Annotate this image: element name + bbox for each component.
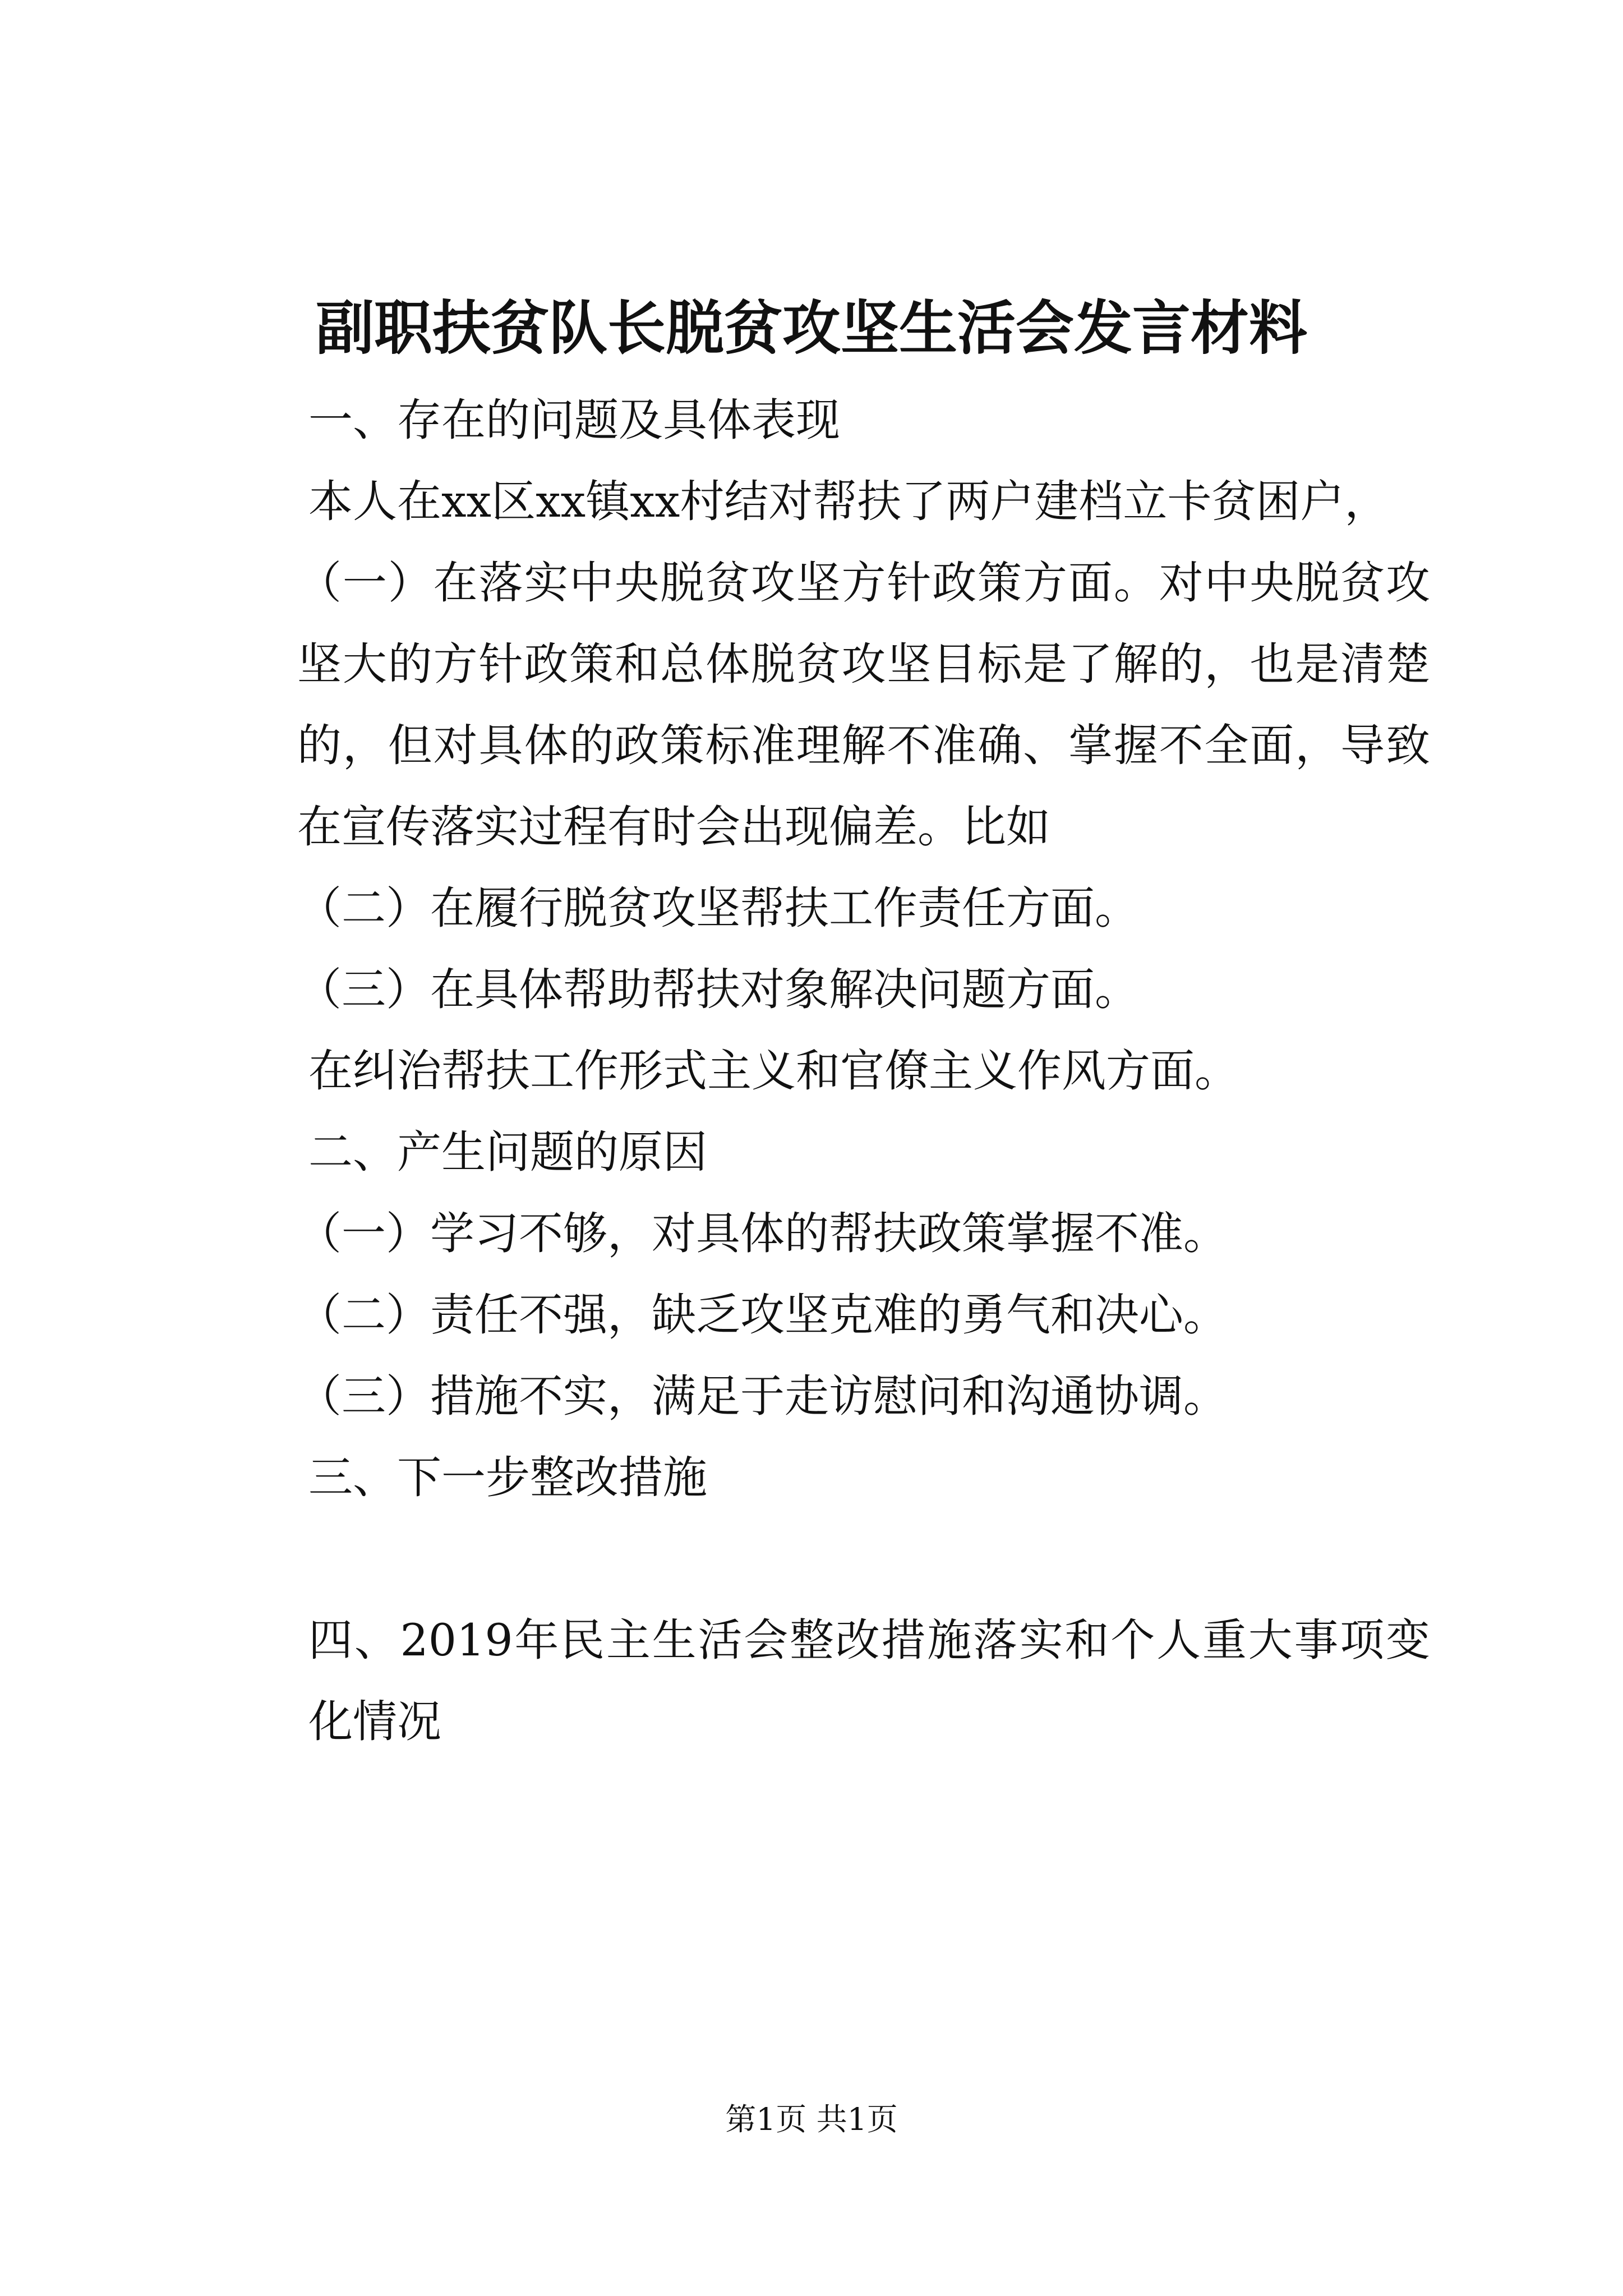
page-footer: 第1页 共1页 <box>725 2101 898 2137</box>
paragraph-workstyle: 在纠治帮扶工作形式主义和官僚主义作风方面。 <box>308 1045 1239 1097</box>
paragraph-cause-responsibility: （二）责任不强，缺乏攻坚克难的勇气和决心。 <box>297 1289 1228 1341</box>
heading-causes: 二、产生问题的原因 <box>308 1126 707 1178</box>
heading-next-steps: 三、下一步整改措施 <box>308 1452 707 1503</box>
heading-rectification: 四、2019年民主生活会整改措施落实和个人重大事项变化情况 <box>308 1614 1430 1747</box>
blank-line <box>219 1519 1430 1600</box>
paragraph-intro: 本人在xx区xx镇xx村结对帮扶了两户建档立卡贫困户， <box>308 476 1389 527</box>
paragraph-cause-study: （一）学习不够，对具体的帮扶政策掌握不准。 <box>297 1208 1228 1259</box>
paragraph-policy: （一）在落实中央脱贫攻坚方针政策方面。对中央脱贫攻坚大的方针政策和总体脱贫攻坚目标是了解的，也是清楚的，但对具体的政策标准理解不准确、掌握不全面，导致在宣传落实过程有时会出现偏差。比如 <box>297 557 1430 853</box>
paragraph-responsibility: （二）在履行脱贫攻坚帮扶工作责任方面。 <box>297 882 1139 934</box>
paragraph-cause-measures: （三）措施不实，满足于走访慰问和沟通协调。 <box>297 1370 1228 1422</box>
document-body <box>219 380 1430 1763</box>
heading-problems: 一、存在的问题及具体表现 <box>308 394 840 446</box>
page-title: 副职扶贫队长脱贫攻坚生活会发言材料 <box>315 293 1307 362</box>
paragraph-assistance: （三）在具体帮助帮扶对象解决问题方面。 <box>297 964 1139 1015</box>
